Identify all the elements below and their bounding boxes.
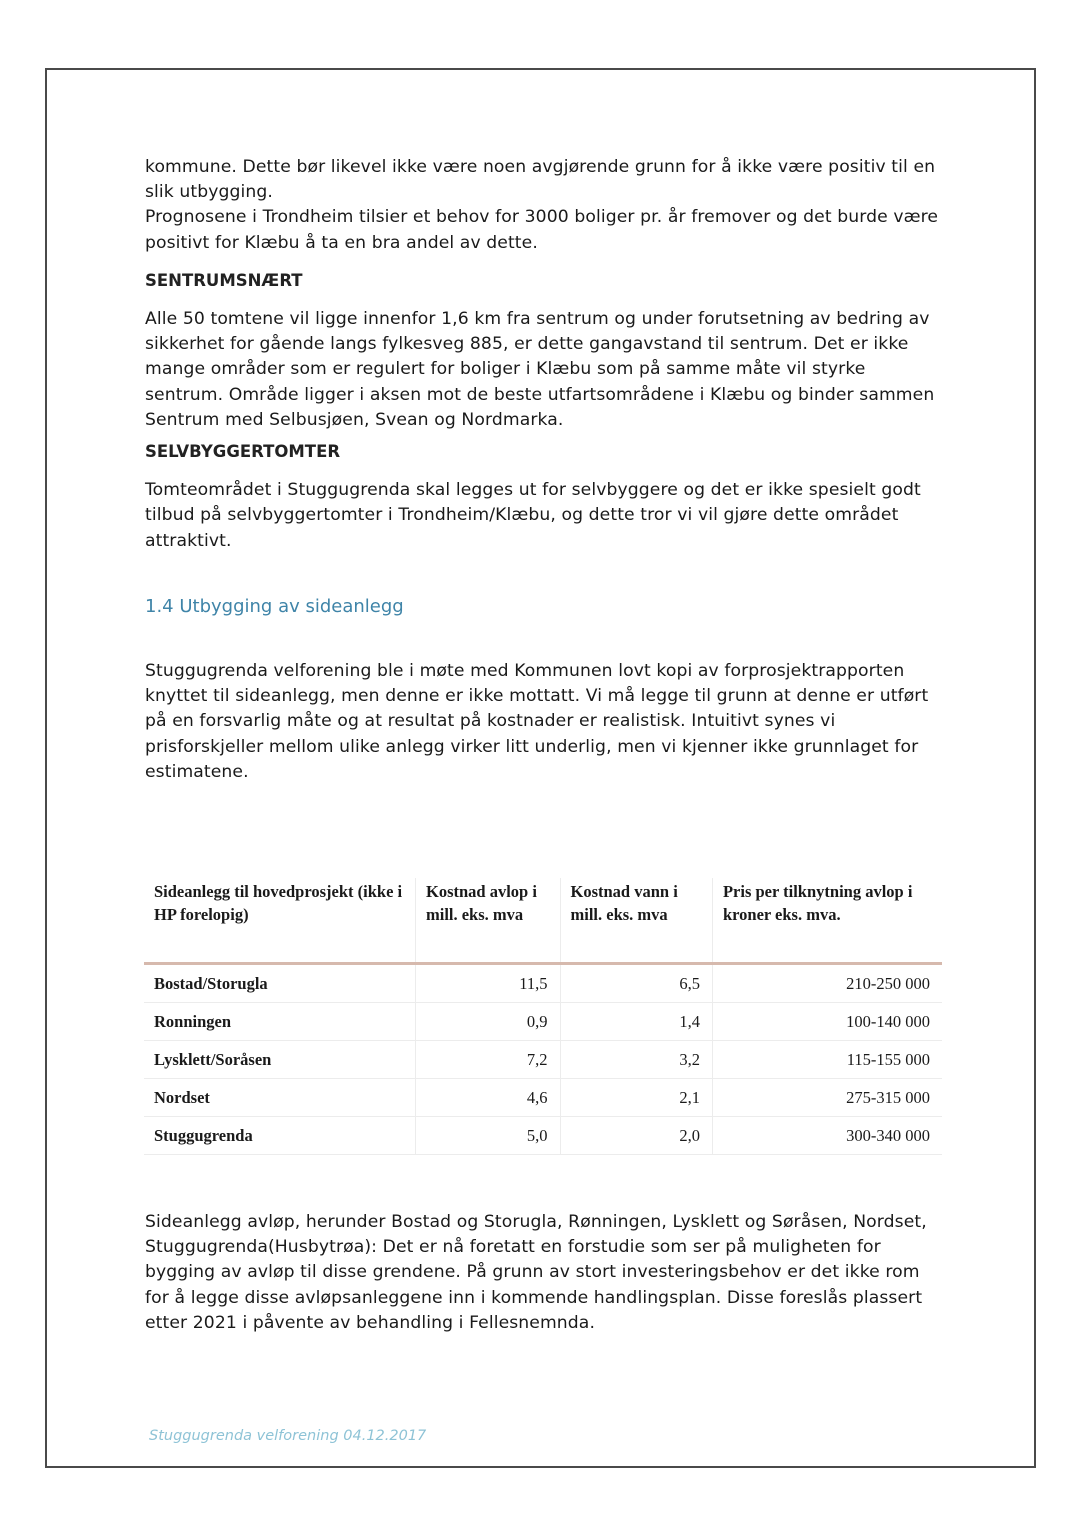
table-header-cell: Sideanlegg til hovedprosjekt (ikke i HP forelopig) xyxy=(144,878,415,964)
table-cell: 275-315 000 xyxy=(712,1079,942,1117)
table-cell: Ronningen xyxy=(144,1003,415,1041)
table-cell: 2,0 xyxy=(560,1117,712,1155)
table-cell: Bostad/Storugla xyxy=(144,964,415,1003)
table-cell: 2,1 xyxy=(560,1079,712,1117)
table-cell: 1,4 xyxy=(560,1003,712,1041)
table-row xyxy=(144,1117,942,1155)
table-cell: 115-155 000 xyxy=(712,1041,942,1079)
table-cell: Stuggugrenda xyxy=(144,1117,415,1155)
table-row xyxy=(144,1079,942,1117)
paragraph-avlop: Sideanlegg avløp, herunder Bostad og Storugla, Rønningen, Lysklett og Søråsen, Nordset, Stuggugrenda(Husbytrøa): Det er nå foretatt en forstudie som ser på muligheten for bygging av avløp til disse grendene. På grunn av stort investeringsbehov er det ikke rom for å legge disse avløpsanleggene inn i kommende handlingsplan. Disse foreslås plassert etter 2021 i påvente av behandling i Fellesnemnda. xyxy=(145,1212,927,1333)
paragraph-prognosene: Prognosene i Trondheim tilsier et behov for 3000 boliger pr. år fremover og det burde være positivt for Klæbu å ta en bra andel av dette. xyxy=(145,207,939,253)
table-cell: 4,6 xyxy=(415,1079,560,1117)
table-cell: Nordset xyxy=(144,1079,415,1117)
document-body-lower xyxy=(145,1210,945,1336)
table-header-row xyxy=(144,878,942,964)
table-row xyxy=(144,964,942,1003)
table-header-cell: Kostnad avlop i mill. eks. mva xyxy=(415,878,560,964)
document-body xyxy=(145,155,945,785)
table-cell: 210-250 000 xyxy=(712,964,942,1003)
table-cell: 5,0 xyxy=(415,1117,560,1155)
paragraph-selvbyggertomter: Tomteområdet i Stuggugrenda skal legges ut for selvbyggere og det er ikke spesielt godt tilbud på selvbyggertomter i Trondheim/Klæbu, og dette tror vi vil gjøre dette området attraktivt. xyxy=(145,480,921,551)
heading-selvbyggertomter: SELVBYGGERTOMTER xyxy=(145,442,341,462)
table-cell: 3,2 xyxy=(560,1041,712,1079)
table-row xyxy=(144,1041,942,1079)
section-title: 1.4 Utbygging av sideanlegg xyxy=(145,595,404,617)
table-cell: 300-340 000 xyxy=(712,1117,942,1155)
table-cell: 6,5 xyxy=(560,964,712,1003)
table-cell: 11,5 xyxy=(415,964,560,1003)
table-cell: 100-140 000 xyxy=(712,1003,942,1041)
table-cell: Lysklett/Soråsen xyxy=(144,1041,415,1079)
table-cell: 7,2 xyxy=(415,1041,560,1079)
page-footer: Stuggugrenda velforening 04.12.2017 xyxy=(149,1428,427,1444)
paragraph-sideanlegg: Stuggugrenda velforening ble i møte med Kommunen lovt kopi av forprosjektrapporten knyttet til sideanlegg, men denne er ikke mottatt. Vi må legge til grunn at denne er utført på en forsvarlig måte og at resultat på kostnader er realistisk. Intuitivt synes vi prisforskjeller mellom ulike anlegg virker litt underlig, men vi kjenner ikke grunnlaget for estimatene. xyxy=(145,661,929,782)
cost-table xyxy=(144,878,942,1155)
table-header-cell: Kostnad vann i mill. eks. mva xyxy=(560,878,712,964)
table-cell: 0,9 xyxy=(415,1003,560,1041)
paragraph-kommune: kommune. Dette bør likevel ikke være noen avgjørende grunn for å ikke være positiv til en slik utbygging. xyxy=(145,157,936,203)
heading-sentrumsnaert: SENTRUMSNÆRT xyxy=(145,270,303,290)
table-row xyxy=(144,1003,942,1041)
table-header-cell: Pris per tilknytning avlop i kroner eks. mva. xyxy=(712,878,942,964)
paragraph-sentrumsnaert: Alle 50 tomtene vil ligge innenfor 1,6 km fra sentrum og under forutsetning av bedring av sikkerhet for gående langs fylkesveg 885, er dette gangavstand til sentrum. Det er ikke mange områder som er regulert for boliger i Klæbu som på samme måte vil styrke sentrum. Område ligger i aksen mot de beste utfartsområdene i Klæbu og binder sammen Sentrum med Selbusjøen, Svean og Nordmarka. xyxy=(145,309,935,430)
